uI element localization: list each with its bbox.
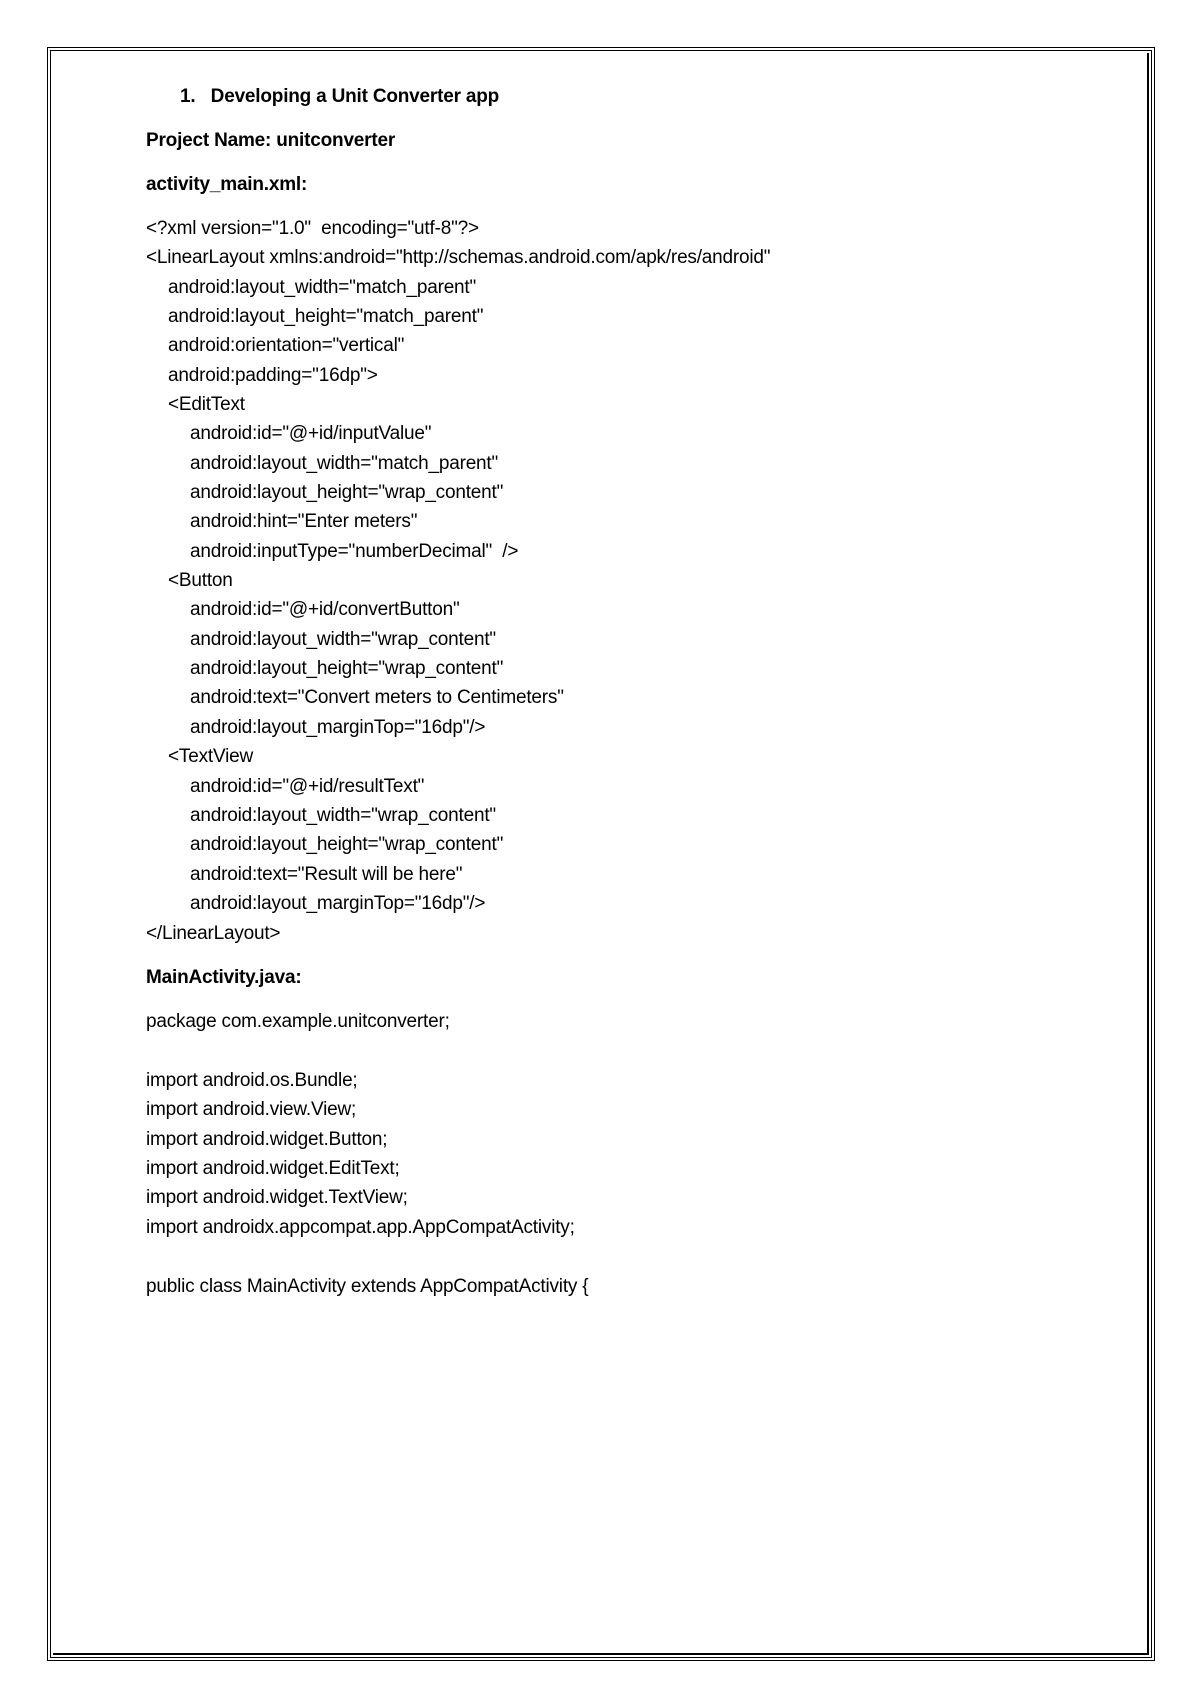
xml-line: android:text="Result will be here"	[190, 864, 463, 885]
xml-line: android:orientation="vertical"	[168, 335, 405, 356]
xml-line: android:hint="Enter meters"	[190, 511, 418, 532]
xml-line: <TextView	[168, 746, 253, 767]
xml-line: android:layout_width="match_parent"	[168, 277, 477, 298]
java-file-label: MainActivity.java:	[146, 967, 302, 988]
xml-line: android:text="Convert meters to Centimeters"	[190, 687, 564, 708]
project-name: Project Name: unitconverter	[146, 130, 396, 151]
java-line: import android.widget.EditText;	[146, 1158, 400, 1179]
xml-line: android:inputType="numberDecimal" />	[190, 541, 519, 562]
xml-line: android:layout_marginTop="16dp"/>	[190, 893, 486, 914]
java-line: import android.widget.TextView;	[146, 1187, 408, 1208]
xml-line: <LinearLayout xmlns:android="http://schemas.android.com/apk/res/android"	[146, 247, 771, 268]
xml-line: <Button	[168, 570, 233, 591]
xml-line: </LinearLayout>	[146, 923, 281, 944]
java-line: import android.os.Bundle;	[146, 1070, 358, 1091]
xml-line: android:layout_height="wrap_content"	[190, 834, 504, 855]
java-line: package com.example.unitconverter;	[146, 1011, 450, 1032]
xml-line: android:layout_width="wrap_content"	[190, 629, 496, 650]
xml-line: <EditText	[168, 394, 245, 415]
document-content	[146, 0, 1126, 1696]
xml-line: android:id="@+id/inputValue"	[190, 423, 432, 444]
xml-line: android:padding="16dp">	[168, 365, 378, 386]
xml-line: android:layout_width="match_parent"	[190, 453, 499, 474]
layout-file-label: activity_main.xml:	[146, 174, 308, 195]
xml-line: android:id="@+id/resultText"	[190, 776, 425, 797]
java-line: import android.widget.Button;	[146, 1129, 388, 1150]
xml-line: android:layout_height="match_parent"	[168, 306, 484, 327]
xml-line: android:id="@+id/convertButton"	[190, 599, 460, 620]
xml-line: android:layout_height="wrap_content"	[190, 658, 504, 679]
java-line: import androidx.appcompat.app.AppCompatActivity;	[146, 1217, 575, 1238]
xml-line: android:layout_width="wrap_content"	[190, 805, 496, 826]
java-line: public class MainActivity extends AppCompatActivity {	[146, 1276, 589, 1297]
xml-line: android:layout_height="wrap_content"	[190, 482, 504, 503]
java-line: import android.view.View;	[146, 1099, 357, 1120]
document-heading: 1. Developing a Unit Converter app	[180, 86, 500, 107]
xml-line: android:layout_marginTop="16dp"/>	[190, 717, 486, 738]
xml-line: <?xml version="1.0" encoding="utf-8"?>	[146, 218, 479, 239]
